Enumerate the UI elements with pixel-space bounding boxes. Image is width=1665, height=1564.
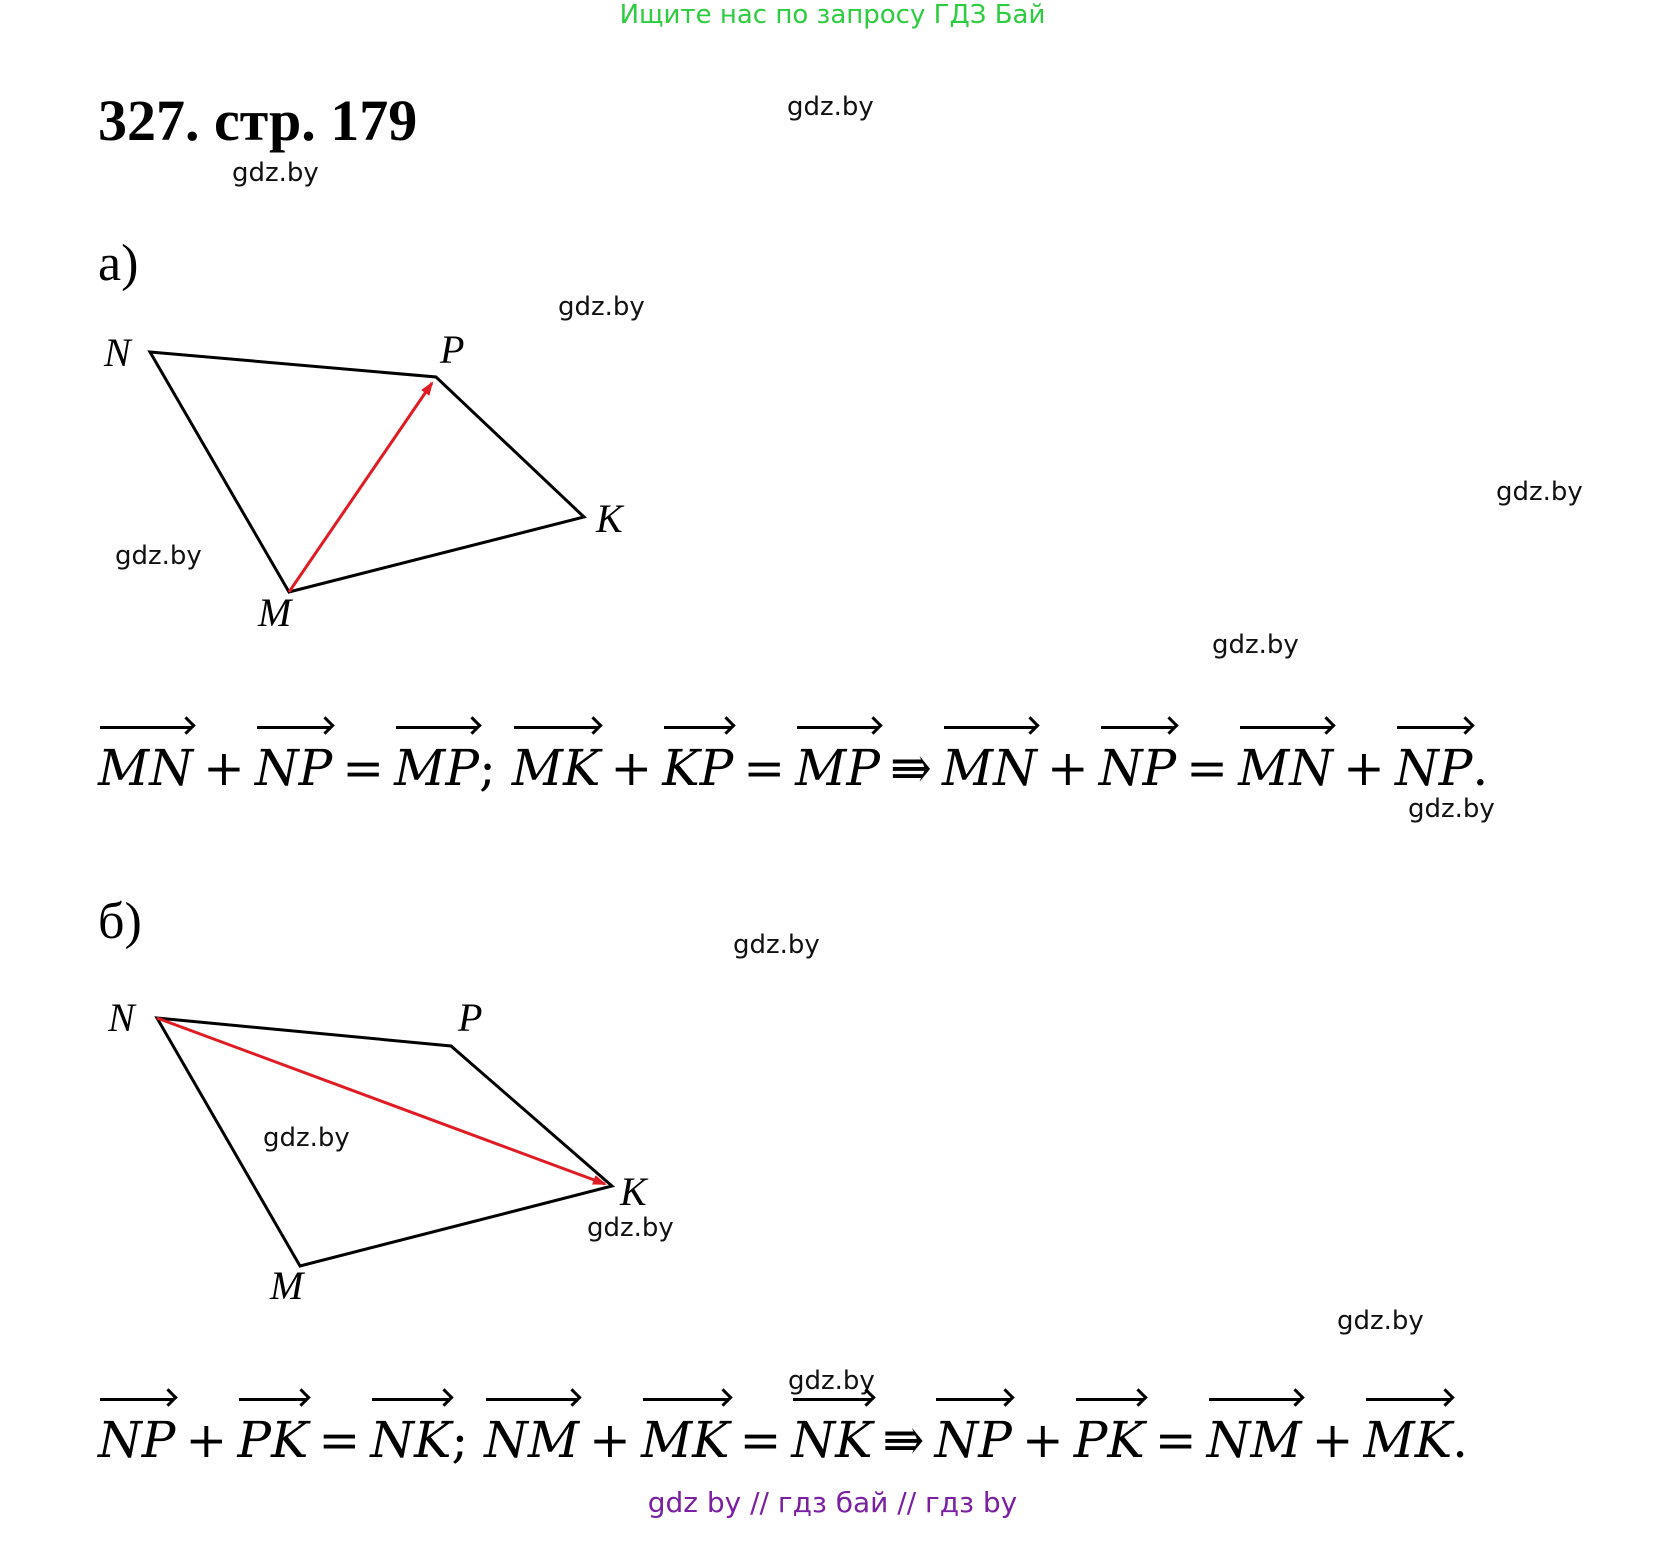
watermark: gdz.by	[1496, 477, 1583, 507]
watermark: gdz.by	[115, 541, 202, 571]
vector-term: MK	[641, 1394, 730, 1480]
vector-term: NP	[98, 1394, 175, 1480]
plus-sign: +	[1046, 739, 1089, 797]
formula-b	[98, 1394, 1468, 1480]
equals-sign: =	[1154, 1411, 1197, 1469]
watermark: gdz.by	[787, 92, 874, 122]
vector-term: NP	[255, 722, 332, 808]
separator: ;	[479, 739, 496, 797]
period: .	[1472, 739, 1489, 797]
vector-term: NM	[484, 1394, 579, 1480]
exercise-heading: 327. стр. 179	[98, 88, 418, 153]
vector-term: MP	[795, 722, 880, 808]
quadrilateral-b	[157, 1018, 612, 1266]
formula-a	[98, 722, 1488, 808]
equals-sign: =	[1186, 739, 1229, 797]
vertex-p-a: P	[440, 327, 465, 372]
equals-sign: =	[743, 739, 786, 797]
vector-term: MN	[98, 722, 193, 808]
vertex-m-b: M	[270, 1263, 304, 1308]
vector-term: NK	[791, 1394, 872, 1480]
plus-sign: +	[589, 1411, 631, 1469]
vector-nk-b	[157, 1018, 605, 1184]
watermark: gdz.by	[263, 1123, 350, 1153]
vector-term: KP	[662, 722, 733, 808]
vector-term: NP	[1395, 722, 1472, 808]
part-b-label: б)	[98, 893, 142, 950]
watermark: gdz.by	[1212, 630, 1299, 660]
watermark: gdz.by	[788, 1366, 875, 1396]
search-banner: Ищите нас по запросу ГДЗ Бай	[619, 0, 1046, 30]
equals-sign: =	[318, 1411, 361, 1469]
equals-sign: =	[739, 1411, 782, 1469]
separator: ;	[451, 1411, 469, 1469]
vector-term: NK	[370, 1394, 451, 1480]
watermark: gdz.by	[587, 1213, 674, 1243]
quadrilateral-a	[150, 352, 584, 592]
vector-term: NP	[1099, 722, 1176, 808]
vector-term: PK	[1074, 1394, 1145, 1480]
watermark: gdz.by	[1408, 794, 1495, 824]
watermark: gdz.by	[1337, 1306, 1424, 1336]
part-a-label: а)	[98, 235, 139, 292]
equals-sign: =	[342, 739, 385, 797]
plus-sign: +	[610, 739, 653, 797]
implies-sign: ⇛	[890, 739, 932, 797]
plus-sign: +	[1343, 739, 1385, 797]
vector-term: MP	[394, 722, 479, 808]
footer-links: gdz by // гдз бай // гдз by	[647, 1486, 1018, 1519]
vector-term: MN	[1238, 722, 1333, 808]
vertex-p-b: P	[458, 995, 483, 1040]
vertex-m-a: M	[258, 590, 292, 635]
vector-term: MK	[1364, 1394, 1453, 1480]
vector-term: MK	[512, 722, 601, 808]
vector-term: NP	[934, 1394, 1011, 1480]
vector-term: MN	[942, 722, 1037, 808]
plus-sign: +	[1311, 1411, 1354, 1469]
watermark: gdz.by	[232, 158, 319, 188]
vector-term: NM	[1207, 1394, 1302, 1480]
vertex-k-b: K	[620, 1169, 647, 1214]
vertex-n-b: N	[108, 995, 135, 1040]
plus-sign: +	[202, 739, 245, 797]
plus-sign: +	[1021, 1411, 1064, 1469]
vertex-n-a: N	[104, 330, 131, 375]
watermark: gdz.by	[733, 930, 820, 960]
plus-sign: +	[185, 1411, 228, 1469]
implies-sign: ⇛	[882, 1411, 925, 1469]
period: .	[1452, 1411, 1468, 1469]
vector-term: PK	[237, 1394, 308, 1480]
watermark: gdz.by	[558, 292, 645, 322]
vertex-k-a: K	[596, 496, 623, 541]
